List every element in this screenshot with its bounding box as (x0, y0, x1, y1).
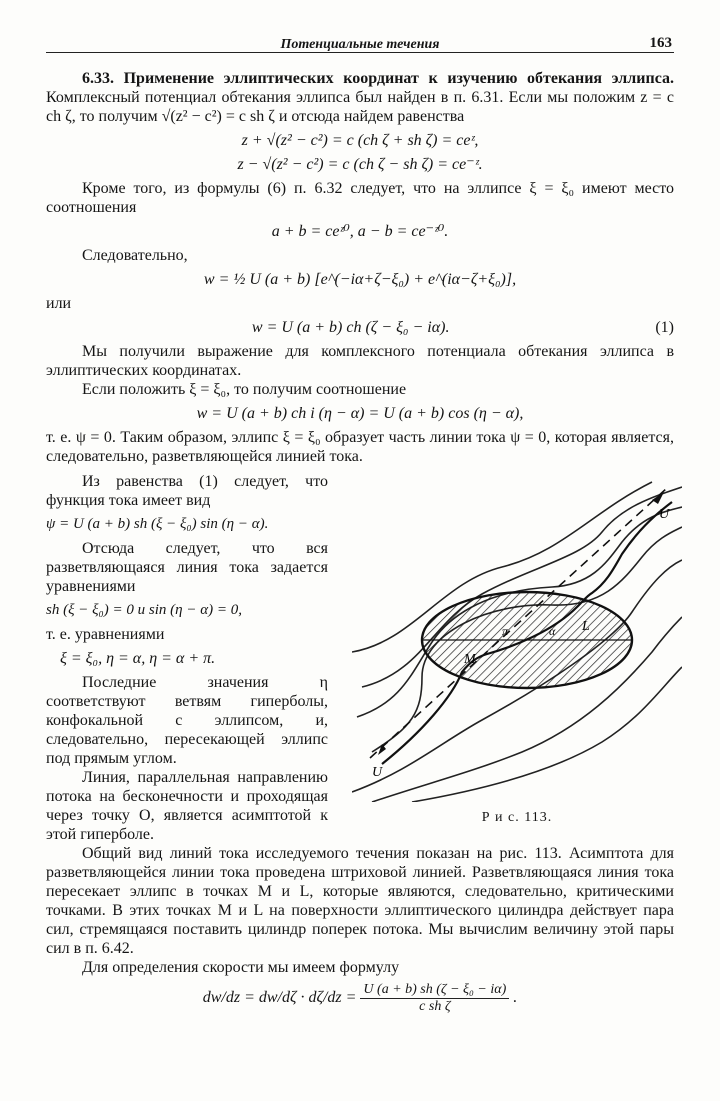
equation-5 (46, 318, 674, 337)
label-m: M (464, 652, 476, 667)
equation-1: z + √(z² − c²) = c (ch ζ + sh ζ) = ceᶻ, (241, 132, 479, 149)
equation-4: w = ½ U (a + b) [e^(−iα+ζ−ξ₀) + e^(iα−ζ+ξ₀)], (203, 271, 517, 288)
equation-10-lhs: dw/dz = dw/dζ · dζ/dz = (202, 989, 357, 1007)
paragraph-esli: Если положить ξ = ξ₀, то получим соотношение (82, 381, 407, 398)
streamline-diagram (352, 472, 682, 802)
flow-arrow-top (652, 492, 664, 504)
label-u-bottom: U (372, 765, 383, 780)
flow-arrow-bottom (378, 744, 386, 755)
bottom-paragraph-2: Для определения скорости мы имеем формулу (82, 959, 400, 976)
label-l: L (582, 619, 590, 634)
label-u-top: U (659, 507, 670, 522)
paragraph-kroме: Кроме того, из формулы (6) п. 6.32 следует, что на эллипсе ξ = ξ₀ имеют место соотношения (46, 180, 674, 216)
equation-8: sh (ξ − ξ₀) = 0 и sin (η − α) = 0, (46, 602, 242, 618)
left-paragraph-2: Отсюда следует, что вся разветвляющаяся линия тока задается уравнениями (46, 540, 328, 595)
equation-10-numerator: U (a + b) sh (ζ − ξ₀ − iα) (360, 982, 509, 999)
left-paragraph-1: Из равенства (1) следует, что функция тока имеет вид (46, 473, 328, 509)
figure-section (46, 472, 674, 844)
label-pi: π (502, 624, 509, 638)
running-header (46, 30, 674, 53)
figure-caption: Р и с. 113. (481, 810, 553, 825)
paragraph-te: т. е. ψ = 0. Таким образом, эллипс ξ = ξ₀ образует часть линии тока ψ = 0, которая является, следовательно, разветвляющейся линией тока. (46, 429, 674, 465)
bottom-paragraph-1: Общий вид линий тока исследуемого течения показан на рис. 113. Асимптота для разветвляющейся линии тока проведена штриховой линией. Разветвляющаяся линия тока пересекает эллипс в точках M и L, которые являются, следовательно, критическими точками. В этих точках M и L на поверхности эллиптического цилиндра действует пара сил, стремящаяся поставить цилиндр поперек потока. Мы вычислим величину этой пары сил в п. 6.42. (46, 845, 674, 957)
section-intro: Комплексный потенциал обтекания эллипса был найден в п. 6.31. Если мы положим z = c ch ζ, то получим √(z² − c²) = c sh ζ и отсюда найдем равенства (46, 89, 674, 125)
section-heading: 6.33. Применение эллиптических координат к изучению обтекания эллипса. (82, 70, 674, 87)
running-title: Потенциальные течения (280, 37, 440, 52)
left-column (46, 472, 328, 844)
left-paragraph-4: Последние значения η соответствуют ветвям гиперболы, конфокальной с эллипсом, и, следовательно, пересекающей эллипс под прямым углом. (46, 674, 328, 767)
paragraph-sled: Следовательно, (82, 247, 188, 264)
paragraph-ili: или (46, 295, 72, 312)
equation-6: w = U (a + b) ch i (η − α) = U (a + b) cos (η − α), (196, 405, 524, 422)
equation-10-period: . (513, 989, 518, 1007)
page-number: 163 (649, 35, 672, 51)
section-paragraph (46, 69, 674, 126)
equation-9: ξ = ξ₀, η = α, η = α + π. (60, 650, 216, 667)
equation-3: a + b = ceᶻ⁰, a − b = ce⁻ᶻ⁰. (271, 223, 449, 240)
label-alpha: α (549, 624, 556, 638)
equation-5-body: w = U (a + b) ch (ζ − ξ₀ − iα). (251, 319, 450, 336)
equation-10-fraction (360, 982, 509, 1015)
equation-7: ψ = U (a + b) sh (ξ − ξ₀) sin (η − α). (46, 516, 269, 532)
left-paragraph-3: т. е. уравнениями (46, 626, 165, 643)
equation-number-1: (1) (655, 319, 674, 336)
page (46, 30, 674, 1020)
equation-10-denominator: c sh ζ (419, 999, 451, 1014)
figure-113 (352, 472, 682, 832)
paragraph-poluchili: Мы получили выражение для комплексного потенциала обтекания эллипса в эллиптических координатах. (46, 343, 674, 379)
left-paragraph-5: Линия, параллельная направлению потока на бесконечности и проходящая через точку O, является асимптотой к этой гиперболе. (46, 769, 328, 843)
equation-10 (46, 982, 674, 1015)
equation-2: z − √(z² − c²) = c (ch ζ − sh ζ) = ce⁻ᶻ. (237, 156, 483, 173)
